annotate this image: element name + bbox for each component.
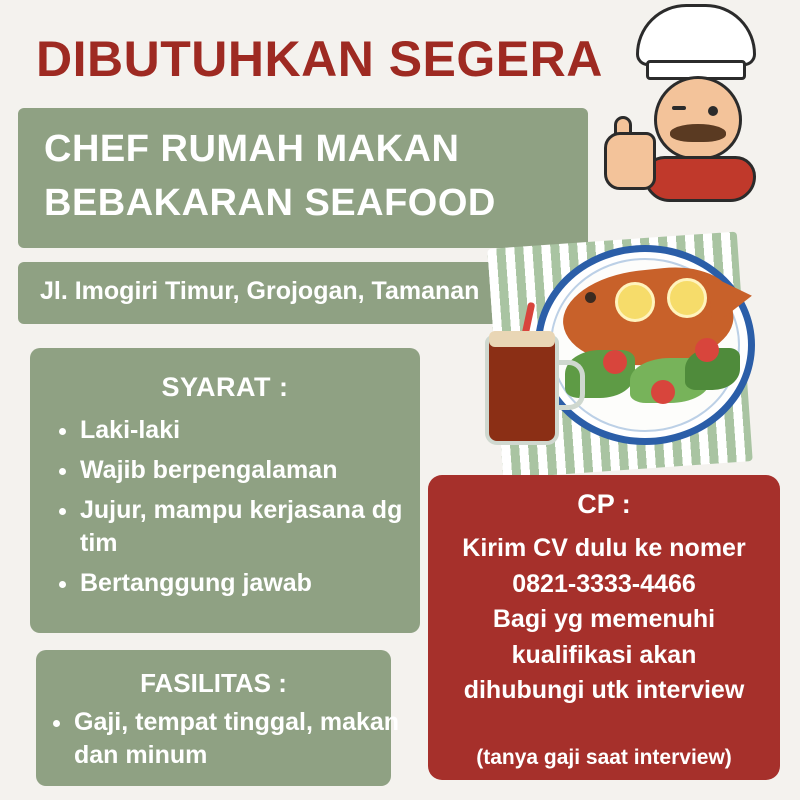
job-title-line-2: BEBAKARAN SEAFOOD (44, 182, 496, 224)
headline: DIBUTUHKAN SEGERA (36, 31, 603, 87)
list-item: • Laki-laki (80, 414, 430, 448)
contact-lines (428, 531, 780, 709)
contact-title: CP : (577, 489, 631, 519)
tomato-icon (651, 380, 675, 404)
contact-line: Kirim CV dulu ke nomer (462, 534, 746, 562)
list-item: • Jujur, mampu kerjasana dg tim (80, 494, 430, 562)
list-item: • Bertanggung jawab (80, 567, 430, 601)
facilities-list (48, 706, 404, 771)
job-title-band (18, 108, 588, 248)
chef-illustration (592, 4, 792, 224)
chef-hat-icon (636, 4, 756, 66)
tomato-icon (695, 338, 719, 362)
iced-drink-glass-icon (485, 335, 559, 445)
chef-moustache-icon (670, 124, 726, 142)
facilities-panel (36, 650, 400, 786)
contact-phone-number[interactable]: 0821-3333-4466 (512, 569, 696, 598)
chef-eye-icon (672, 106, 686, 110)
contact-line: kualifikasi akan (511, 640, 697, 669)
contact-note: (tanya gaji saat interview) (476, 746, 732, 769)
facilities-title: FASILITAS : (140, 668, 287, 698)
requirements-list (54, 414, 430, 607)
list-item: • Gaji, tempat tinggal, makan dan minum (74, 706, 404, 771)
chef-scarf-icon (644, 156, 756, 202)
address-text: Jl. Imogiri Timur, Grojogan, Tamanan (40, 277, 480, 305)
chef-eye-icon (708, 106, 718, 116)
glass-handle-icon (555, 360, 585, 410)
lemon-slice-icon (667, 278, 707, 318)
list-item: • Wajib berpengalaman (80, 454, 430, 488)
contact-line: Bagi yg memenuhi (492, 605, 716, 633)
requirements-title: SYARAT : (161, 372, 289, 402)
food-illustration (455, 230, 785, 480)
fish-eye-icon (585, 292, 596, 303)
chef-hand-icon (604, 132, 656, 190)
drink-foam-icon (489, 331, 555, 347)
fish-tail-icon (707, 270, 754, 326)
contact-line: dihubungi utk interview (463, 676, 745, 704)
chef-face-icon (654, 76, 742, 160)
contact-panel (428, 475, 780, 780)
requirements-panel (30, 348, 420, 633)
tomato-icon (603, 350, 627, 374)
job-title-line-1: CHEF RUMAH MAKAN (44, 128, 460, 170)
lemon-slice-icon (615, 282, 655, 322)
